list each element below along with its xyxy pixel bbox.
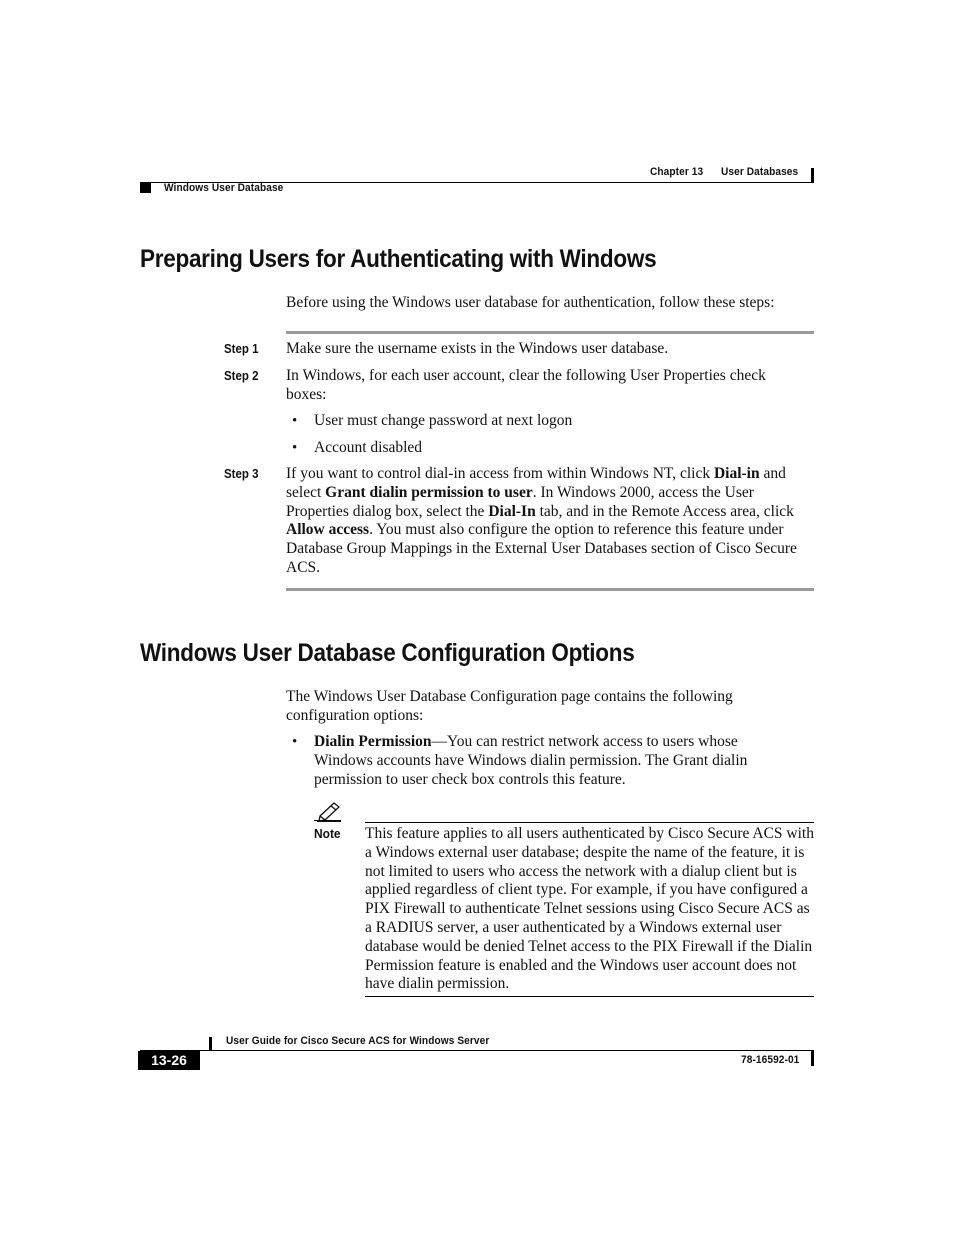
header-chapter: Chapter 13	[650, 166, 704, 178]
note-top-rule	[365, 822, 814, 823]
note-text: This feature applies to all users authenticated by Cisco Secure ACS with a Windows external user database; despite the name of the feature, it is not limited to users who access the network with a dialup client but is applied regardless of client type. For example, if you have configured a PIX Firewall to authenticate Telnet sessions using Cisco Secure ACS as a RADIUS server, a user authenticated by a Windows external user database would be denied Telnet access to the PIX Firewall if the Dialin Permission feature is enabled and the Windows user account does not have dialin permission.	[365, 825, 814, 993]
section1-intro: Before using the Windows user database for authentication, follow these steps:	[286, 294, 775, 311]
section-heading-preparing-users: Preparing Users for Authenticating with Windows	[140, 245, 657, 273]
header-chapter-title: User Databases	[721, 166, 799, 178]
step-3-bold-allow-access: Allow access	[286, 521, 370, 539]
footer-rule	[140, 1050, 814, 1051]
step-2-text: In Windows, for each user account, clear the following User Properties check boxes:	[286, 367, 766, 403]
bullet-marker: •	[292, 734, 298, 750]
step-3-text-part: . In Windows 2000, access the User Properties dialog box, select the	[286, 483, 754, 520]
note-bottom-rule	[365, 996, 814, 997]
step-3-bold-grant: Grant dialin permission to user	[325, 483, 533, 501]
note-label: Note	[314, 826, 341, 841]
step-3-text-part: tab, and in the Remote Access area, click	[535, 502, 794, 520]
dialin-permission-term: Dialin Permission	[314, 733, 432, 750]
footer-left-tick	[209, 1037, 212, 1051]
note-icon-underline	[314, 820, 341, 821]
step-3-text	[286, 465, 814, 578]
step-3-label: Step 3	[224, 467, 259, 481]
header-right-tick	[811, 168, 814, 183]
step-2-label: Step 2	[224, 369, 259, 383]
pencil-note-icon	[316, 800, 342, 827]
footer-right-tick	[811, 1051, 814, 1066]
step-3-bold-dial-in: Dial-in	[713, 465, 760, 482]
section-heading-config-options: Windows User Database Configuration Options	[140, 639, 635, 667]
header-left-block	[140, 183, 151, 193]
bullet-marker: •	[292, 440, 298, 456]
page-number-tab: 13-26	[138, 1051, 200, 1070]
procedure-bottom-rule	[286, 588, 814, 591]
step-3-bold-dial-in-tab: Dial-In	[488, 502, 536, 520]
step-2-bullet-1: User must change password at next logon	[314, 412, 573, 429]
step-1-label: Step 1	[224, 342, 259, 356]
section2-intro: The Windows User Database Configuration page contains the following configuration options:	[286, 688, 733, 724]
step-2-bullet-2: Account disabled	[314, 439, 423, 456]
step-1-text: Make sure the username exists in the Windows user database.	[286, 340, 669, 357]
procedure-top-rule	[286, 331, 814, 334]
step-3-text-part: and select	[286, 465, 786, 501]
step-3-text-part: . You must also configure the option to reference this feature under Database Group Mappings in the External User Databases section of Cisco Secure ACS.	[286, 521, 797, 576]
dialin-permission-item	[314, 733, 784, 789]
footer-doc-number: 78-16592-01	[741, 1054, 800, 1066]
step-3-text-part: If you want to control dial-in access from within Windows NT, click	[286, 465, 714, 482]
dialin-permission-desc: —You can restrict network access to users whose Windows accounts have Windows dialin permission. The Grant dialin permission to user check box controls this feature.	[314, 733, 748, 788]
footer-guide-title: User Guide for Cisco Secure ACS for Windows Server	[226, 1035, 490, 1047]
bullet-marker: •	[292, 413, 298, 429]
header-section: Windows User Database	[164, 182, 284, 194]
